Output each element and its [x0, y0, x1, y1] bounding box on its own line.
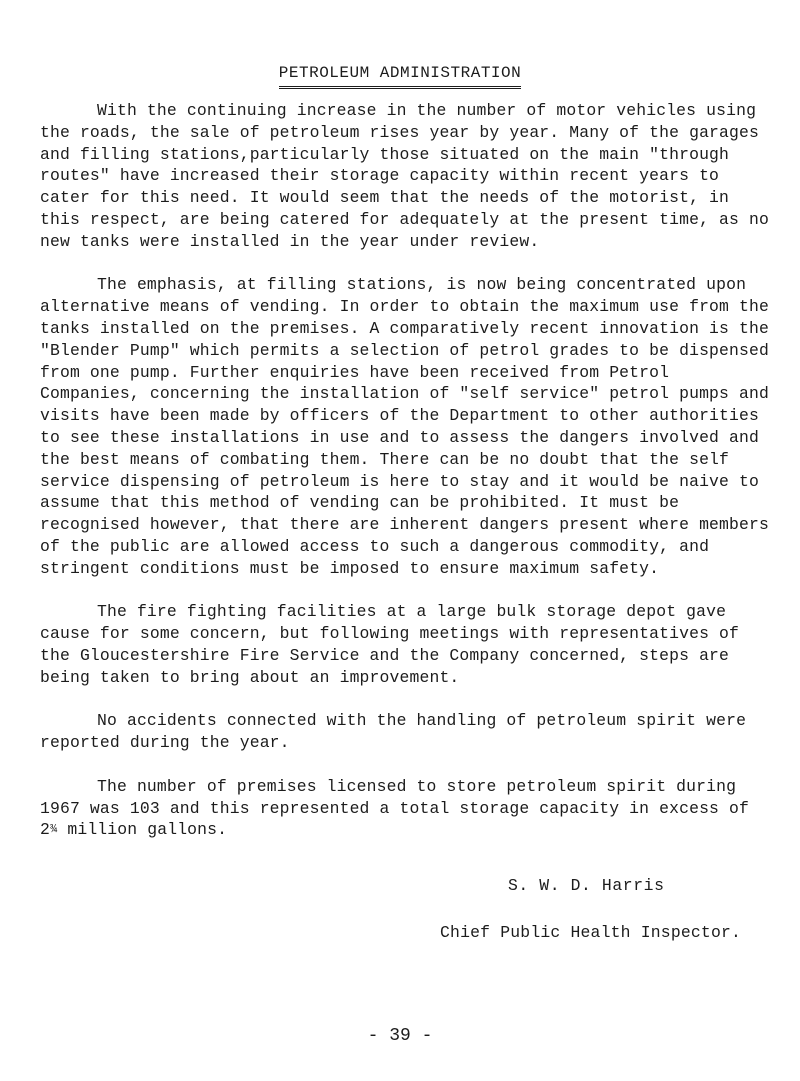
page-title: PETROLEUM ADMINISTRATION: [279, 62, 521, 89]
paragraph-licensed-premises: [40, 776, 770, 841]
paragraph-fire-fighting: The fire fighting facilities at a large bulk storage depot gave cause for some concern, but following meetings with representatives of the Gloucestershire Fire Service and the Company concerned, steps are being taken to bring about an improvement.: [40, 602, 740, 687]
signature-name: S. W. D. Harris: [508, 876, 665, 895]
signature-title: Chief Public Health Inspector.: [440, 923, 742, 942]
storage-amount: 2: [40, 820, 50, 840]
storage-fraction: ¾: [50, 822, 58, 837]
storage-unit: million gallons.: [57, 820, 228, 840]
paragraph-accidents: No accidents connected with the handling of petroleum spirit were reported during the year.: [40, 711, 747, 753]
body-text: [40, 100, 770, 863]
title-container: [0, 62, 800, 89]
page-number: - 39 -: [367, 1026, 433, 1046]
paragraph-vending: The emphasis, at filling stations, is now being concentrated upon alternative means of vending. In order to obtain the maximum use from the tanks installed on the premises. A comparatively recent innovation is the "Blender Pump" which permits a selection of petrol grades to be dispensed from one pump. Further enquiries have been received from Petrol Companies, concerning the installation of "self service" petrol pumps and visits have been made by officers of the Department to other authorities to see these installations in use and to assess the dangers involved and the best means of combating them. There can be no doubt that the self service dispensing of petroleum is here to stay and it would be naive to assume that this method of vending can be prohibited. It must be recognised however, that there are inherent dangers present where members of the public are allowed access to such a dangerous commodity, and stringent conditions must be imposed to ensure maximum safety.: [40, 275, 769, 578]
paragraph-motor-vehicles: With the continuing increase in the number of motor vehicles using the roads, the sale of petroleum rises year by year. Many of the garages and filling stations,particularly those situated on the main "through routes" have increased their storage capacity within recent years to cater for this need. It would seem that the needs of the motorist, in this respect, are being catered for adequately at the present time, as no new tanks were installed in the year under review.: [40, 101, 769, 251]
licensed-premises-text: The number of premises licensed to store petroleum spirit during 1967 was 103 and this represented a total storage capacity in excess of: [40, 776, 750, 818]
